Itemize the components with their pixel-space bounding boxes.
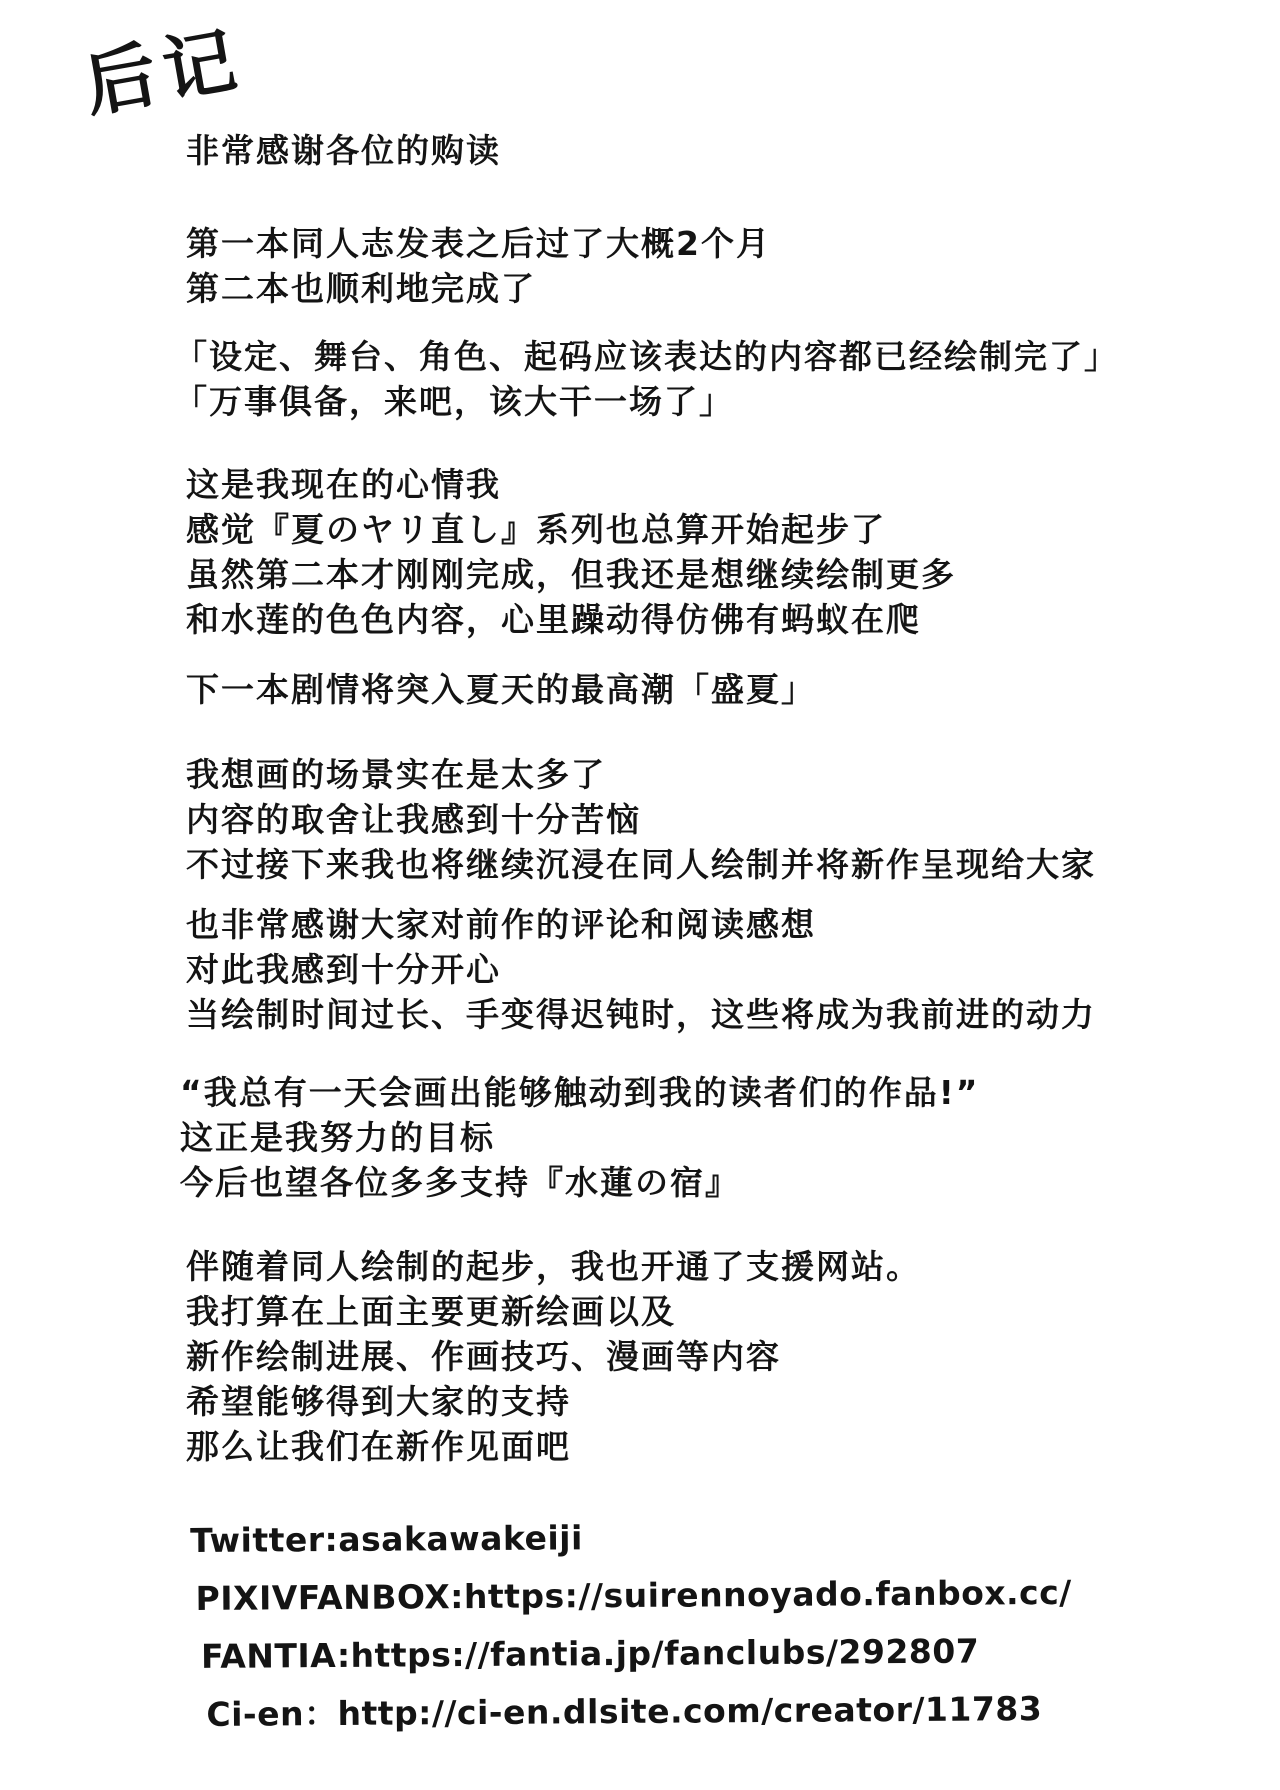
page-title: 后记 xyxy=(77,16,250,128)
paragraph-scenes xyxy=(186,752,1096,887)
text-line: 不过接下来我也将继续沉浸在同人绘制并将新作呈现给大家 xyxy=(186,845,1096,884)
paragraph-quotes xyxy=(174,334,1119,424)
pixiv-fanbox-url: PIXIVFANBOX:https://suirennoyado.fanbox.cc/ xyxy=(195,1572,1072,1618)
text-line: 第一本同人志发表之后过了大概2个月 xyxy=(186,224,771,263)
paragraph-next-book xyxy=(186,667,816,712)
text-line: 「万事俱备，来吧，该大干一场了」 xyxy=(174,382,734,421)
text-line: 这正是我努力的目标 xyxy=(180,1118,495,1157)
text-line: 希望能够得到大家的支持 xyxy=(186,1382,571,1421)
text-line: 「设定、舞台、角色、起码应该表达的内容都已经绘制完了」 xyxy=(174,337,1119,376)
text-line: 对此我感到十分开心 xyxy=(186,950,501,989)
text-line: 非常感谢各位的购读 xyxy=(186,131,501,170)
fantia-url: FANTIA:https://fantia.jp/fanclubs/292807 xyxy=(200,1631,980,1676)
text-line: 伴随着同人绘制的起步，我也开通了支援网站。 xyxy=(186,1247,921,1286)
text-line: 新作绘制进展、作画技巧、漫画等内容 xyxy=(186,1337,781,1376)
text-line: 这是我现在的心情我 xyxy=(186,465,501,504)
text-line: 也非常感谢大家对前作的评论和阅读感想 xyxy=(186,905,816,944)
text-line: 我打算在上面主要更新绘画以及 xyxy=(186,1292,676,1331)
paragraph-comments xyxy=(186,902,1096,1037)
paragraph-feelings xyxy=(186,462,956,642)
paragraph-second-book xyxy=(186,221,771,311)
text-line: 我想画的场景实在是太多了 xyxy=(186,755,606,794)
paragraph-thanks xyxy=(186,128,501,173)
text-line: 下一本剧情将突入夏天的最高潮「盛夏」 xyxy=(186,670,816,709)
text-line: 第二本也顺利地完成了 xyxy=(186,269,536,308)
text-line: 虽然第二本才刚刚完成，但我还是想继续绘制更多 xyxy=(186,555,956,594)
twitter-handle: Twitter:asakawakeiji xyxy=(190,1518,583,1560)
text-line: 今后也望各位多多支持『水蓮の宿』 xyxy=(180,1163,740,1202)
text-line: 和水莲的色色内容，心里躁动得仿佛有蚂蚁在爬 xyxy=(186,600,921,639)
text-line: 内容的取舍让我感到十分苦恼 xyxy=(186,800,641,839)
text-line: “我总有一天会画出能够触动到我的读者们的作品!” xyxy=(180,1073,980,1112)
text-line: 当绘制时间过长、手变得迟钝时，这些将成为我前进的动力 xyxy=(186,995,1096,1034)
text-line: 那么让我们在新作见面吧 xyxy=(186,1427,571,1466)
text-line: 感觉『夏のヤリ直し』系列也总算开始起步了 xyxy=(186,510,886,549)
paragraph-support-site xyxy=(186,1244,921,1469)
paragraph-goal xyxy=(180,1070,979,1205)
links-block xyxy=(190,1506,1073,1744)
ci-en-url: Ci-en：http://ci-en.dlsite.com/creator/11783 xyxy=(206,1689,1043,1734)
